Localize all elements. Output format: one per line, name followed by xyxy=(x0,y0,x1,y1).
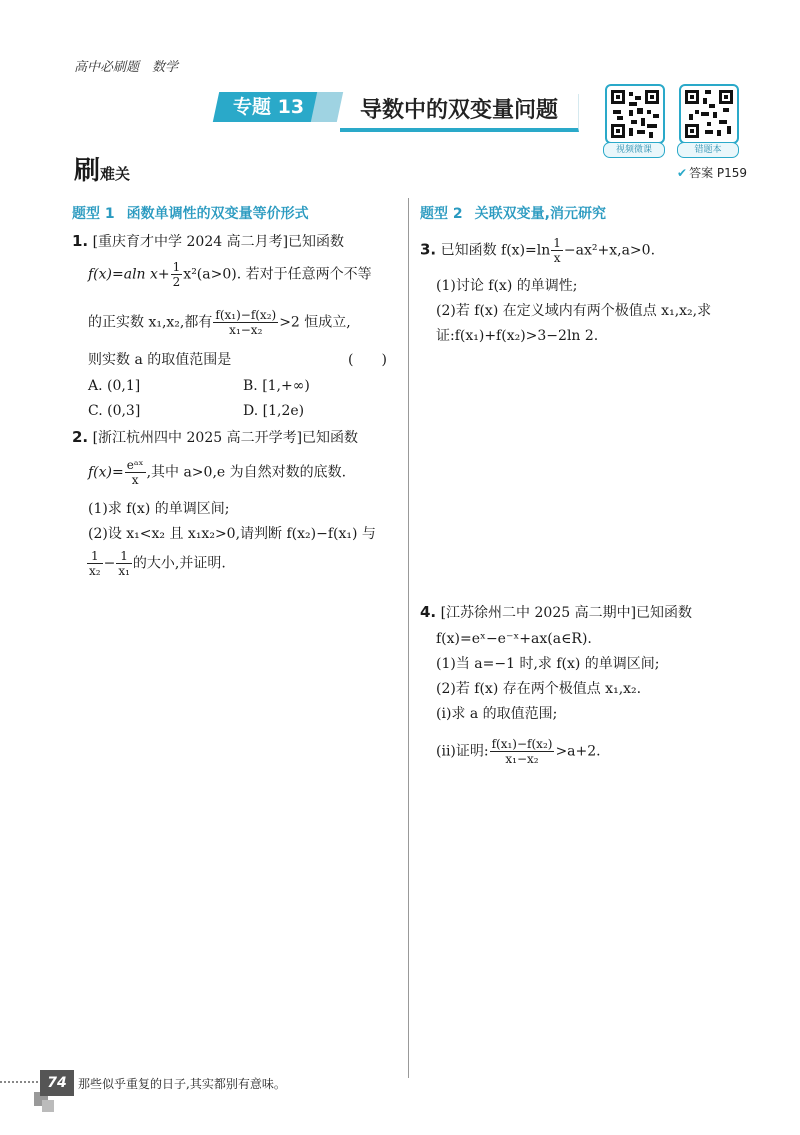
check-icon: ✔ xyxy=(677,166,688,180)
frac-numerator: f(x₁)−f(x₂) xyxy=(215,308,277,322)
topic-tag-label: 专题 13 xyxy=(233,96,305,118)
q2-part2-tail xyxy=(86,549,226,578)
q2-inv-x2 xyxy=(87,549,103,578)
q1-option-d[interactable]: D. [1,2e) xyxy=(243,403,305,419)
type2-heading xyxy=(420,203,606,223)
q3-part1: (1)讨论 f(x) 的单调性; xyxy=(436,278,578,294)
q1-answer-paren[interactable]: ( ) xyxy=(348,352,387,368)
frac-numerator: 1 xyxy=(87,549,103,564)
frac-numerator: 1 xyxy=(553,236,561,250)
q1-l3a: 的正实数 x₁,x₂,都有 xyxy=(88,314,213,331)
topic-tag xyxy=(213,92,325,122)
q2-l2a: f(x)= xyxy=(88,464,124,481)
q1-option-b[interactable]: B. [1,+∞) xyxy=(243,378,310,394)
frac-denominator: 2 xyxy=(172,275,181,289)
q1-option-a[interactable]: A. (0,1] xyxy=(88,378,141,394)
q1-line4: 则实数 a 的取值范围是 xyxy=(88,352,232,368)
type1-heading xyxy=(72,203,309,223)
q2-part2: (2)设 x₁<x₂ 且 x₁x₂>0,请判断 f(x₂)−f(x₁) 与 xyxy=(88,526,376,542)
brush-char: 刷 xyxy=(74,156,101,186)
frac-denominator: x₁ xyxy=(118,564,130,578)
difficulty-label: 难关 xyxy=(100,165,131,183)
page-number: 74 xyxy=(40,1070,74,1096)
q4-part2: (2)若 f(x) 存在两个极值点 x₁,x₂. xyxy=(436,681,642,697)
q1-l2b: x²(a>0). 若对于任意两个不等 xyxy=(183,266,372,283)
q4-p4a: (ii)证明: xyxy=(436,743,489,760)
type2-number: 题型 2 xyxy=(420,206,463,222)
frac-denominator: x xyxy=(131,473,139,487)
qr-code-errorbook[interactable] xyxy=(679,84,739,144)
q2-inv-x1 xyxy=(116,549,132,578)
difficulty-heading xyxy=(74,150,130,187)
q4-number: 4. xyxy=(420,603,437,621)
q1-l3b: >2 恒成立, xyxy=(279,314,351,331)
frac-denominator: x xyxy=(553,251,561,265)
q1-line1 xyxy=(72,231,344,252)
q2-function-fraction xyxy=(125,458,146,487)
q2-minus: − xyxy=(103,555,116,572)
type2-title: 关联双变量,消元研究 xyxy=(474,206,606,222)
topic-tag-accent xyxy=(311,92,343,122)
frac-denominator: x₁−x₂ xyxy=(505,752,539,766)
q2-line1 xyxy=(72,427,358,448)
q3-line1 xyxy=(420,236,655,265)
q1-source: [重庆育才中学 2024 高二月考]已知函数 xyxy=(92,234,345,250)
qr-caption-errorbook: 错题本 xyxy=(677,142,739,158)
q2-tail-text: 的大小,并证明. xyxy=(132,555,226,572)
q4-line2: f(x)=eˣ−e⁻ˣ+ax(a∈R). xyxy=(436,631,592,647)
q2-number: 2. xyxy=(72,428,89,446)
q4-p4b: >a+2. xyxy=(555,743,601,760)
q4-source: [江苏徐州二中 2025 高二期中]已知函数 xyxy=(440,605,693,621)
topic-title: 导数中的双变量问题 xyxy=(340,94,579,132)
q3-part2-cont: 证:f(x₁)+f(x₂)>3−2ln 2. xyxy=(436,328,599,344)
q4-part1: (1)当 a=−1 时,求 f(x) 的单调区间; xyxy=(436,656,660,672)
q3-l1a: 已知函数 f(x)=ln xyxy=(440,242,551,259)
type1-title: 函数单调性的双变量等价形式 xyxy=(126,206,309,222)
q4-line1 xyxy=(420,602,692,623)
q1-slope-fraction xyxy=(213,308,278,337)
type1-number: 题型 1 xyxy=(72,206,115,222)
footer-dotted-rule xyxy=(0,1081,42,1083)
q2-part1: (1)求 f(x) 的单调区间; xyxy=(88,501,230,517)
qr-caption-video: 视频微课 xyxy=(603,142,665,158)
q1-l2a: f(x)=aln x+ xyxy=(88,266,170,283)
q1-option-c[interactable]: C. (0,3] xyxy=(88,403,141,419)
frac-numerator: f(x₁)−f(x₂) xyxy=(491,737,553,751)
frac-denominator: x₂ xyxy=(89,564,101,578)
q4-part2-ii xyxy=(436,737,601,766)
q2-source: [浙江杭州四中 2025 高二开学考]已知函数 xyxy=(92,430,359,446)
qr-code-video[interactable] xyxy=(605,84,665,144)
frac-denominator: x₁−x₂ xyxy=(229,323,263,337)
q3-part2: (2)若 f(x) 在定义域内有两个极值点 x₁,x₂,求 xyxy=(436,303,712,319)
qr-code-icon xyxy=(681,86,737,142)
frac-numerator: 1 xyxy=(116,549,132,564)
qr-code-icon xyxy=(607,86,663,142)
frac-numerator: 1 xyxy=(172,260,181,274)
column-divider xyxy=(408,198,409,1078)
page-corner-square xyxy=(42,1100,54,1112)
q2-line2 xyxy=(88,458,346,487)
q1-line3 xyxy=(88,308,351,337)
footer-motto: 那些似乎重复的日子,其实都别有意味。 xyxy=(78,1077,286,1091)
q1-half-fraction xyxy=(171,260,183,289)
q4-part2-i: (i)求 a 的取值范围; xyxy=(436,706,558,722)
q3-fraction xyxy=(551,236,563,265)
q1-number: 1. xyxy=(72,232,89,250)
q4-slope-fraction xyxy=(490,737,555,766)
answer-page: 答案 P159 xyxy=(689,166,748,180)
frac-numerator: eᵃˣ xyxy=(126,458,144,472)
q3-number: 3. xyxy=(420,240,437,259)
q1-line2 xyxy=(88,260,372,289)
q2-l2b: ,其中 a>0,e 为自然对数的底数. xyxy=(146,464,347,481)
series-title: 高中必刷题 数学 xyxy=(74,60,179,75)
answer-reference[interactable] xyxy=(677,164,747,181)
q3-l1b: −ax²+x,a>0. xyxy=(563,242,656,259)
